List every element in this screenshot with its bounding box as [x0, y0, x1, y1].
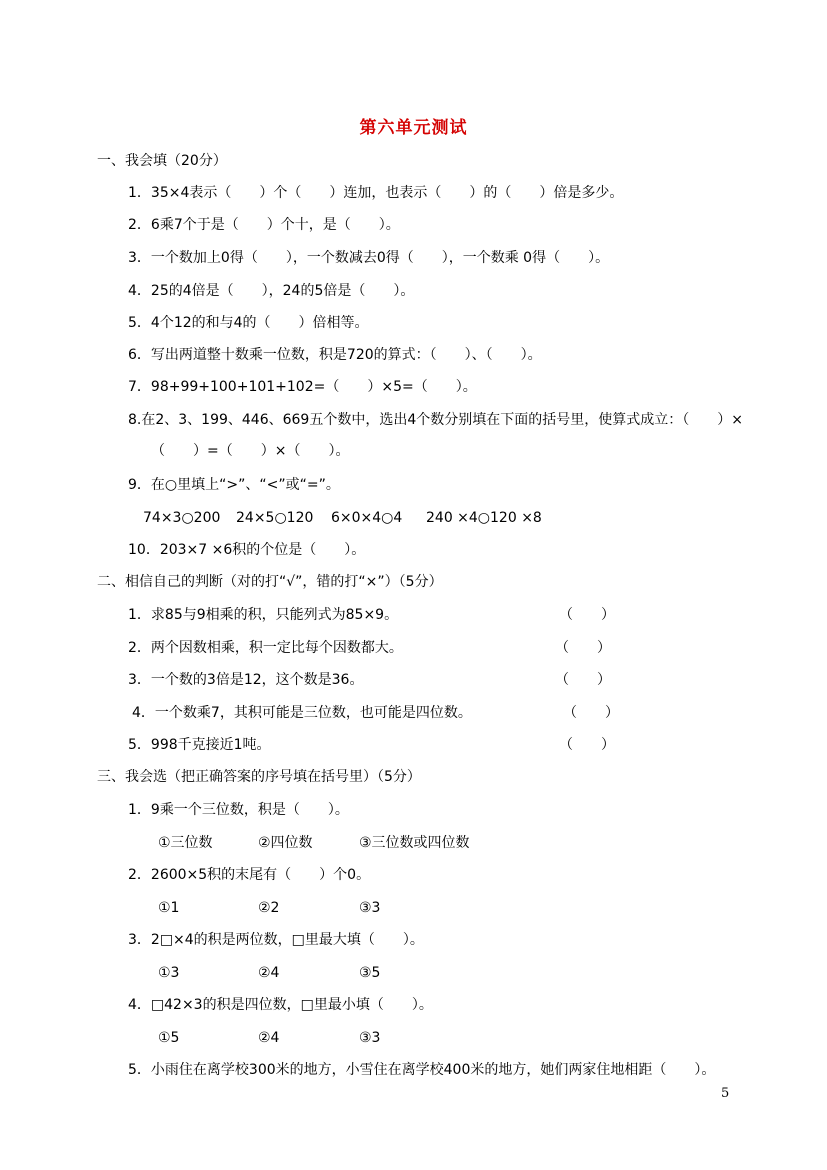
judge-item-1: 1．求85与9相乘的积，只能列式为85×9。 — [128, 607, 399, 623]
question-1-6: 6．写出两道整十数乘一位数，积是720的算式：（ ）、（ ）。 — [128, 347, 542, 363]
choice-option: ①5 — [158, 1030, 180, 1046]
choice-option: ②4 — [258, 1030, 280, 1046]
choice-question-5: 5．小雨住在离学校300米的地方，小雪住在离学校400米的地方，她们两家住地相距（ ）。 — [128, 1062, 716, 1078]
question-1-5: 5．4个12的和与4的（ ）倍相等。 — [128, 315, 369, 331]
section2-heading: 二、相信自己的判断（对的打“√”，错的打“×”）（5分） — [97, 574, 443, 590]
judge-blank-3: （ ） — [555, 672, 611, 688]
question-1-7: 7．98+99+100+101+102=（ ）×5=（ ）。 — [128, 379, 477, 395]
section3-heading: 三、我会选（把正确答案的序号填在括号里）（5分） — [97, 769, 421, 785]
section1-heading: 一、我会填（20分） — [97, 153, 227, 169]
judge-item-2: 2．两个因数相乘，积一定比每个因数都大。 — [128, 640, 403, 656]
choice-question-3: 3．2□×4的积是两位数，□里最大填（ ）。 — [128, 932, 424, 948]
judge-blank-2: （ ） — [555, 640, 611, 656]
choice-option: ①3 — [158, 965, 180, 981]
choice-option: ③3 — [359, 1030, 381, 1046]
compare-item: 6×0×4○4 — [331, 510, 403, 526]
choice-option: ②2 — [258, 900, 280, 916]
question-1-3: 3．一个数加上0得（ ），一个数减去0得（ ），一个数乘 0得（ ）。 — [128, 250, 610, 266]
page-title: 第六单元测试 — [359, 118, 468, 138]
question-1-2: 2．6乘7个于是（ ）个十，是（ ）。 — [128, 217, 400, 233]
compare-item: 74×3○200 — [143, 510, 221, 526]
question-1-9: 9．在○里填上“>”、“<”或“=”。 — [128, 477, 340, 493]
judge-item-3: 3．一个数的3倍是12，这个数是36。 — [128, 672, 364, 688]
judge-blank-5: （ ） — [559, 737, 615, 753]
question-1-10: 10．203×7 ×6积的个位是（ ）。 — [128, 542, 366, 558]
choice-question-4: 4．□42×3的积是四位数，□里最小填（ ）。 — [128, 997, 433, 1013]
choice-option: ①1 — [158, 900, 180, 916]
question-1-8-line1: 8.在2、3、199、446、669五个数中，选出4个数分别填在下面的括号里，使算式成立：（ ）× — [128, 412, 743, 428]
compare-item: 240 ×4○120 ×8 — [426, 510, 542, 526]
judge-blank-1: （ ） — [559, 607, 615, 623]
compare-item: 24×5○120 — [236, 510, 314, 526]
question-1-1: 1．35×4表示（ ）个（ ）连加，也表示（ ）的（ ）倍是多少。 — [128, 185, 624, 201]
choice-option: ③三位数或四位数 — [359, 835, 470, 851]
choice-option: ①三位数 — [158, 835, 213, 851]
question-1-8-line2: （ ）=（ ）×（ ）。 — [151, 443, 350, 459]
judge-blank-4: （ ） — [563, 705, 619, 721]
choice-option: ②4 — [258, 965, 280, 981]
choice-option: ③3 — [359, 900, 381, 916]
choice-question-1: 1．9乘一个三位数，积是（ ）。 — [128, 802, 349, 818]
choice-option: ②四位数 — [258, 835, 313, 851]
page-number: 5 — [721, 1086, 730, 1101]
choice-option: ③5 — [359, 965, 381, 981]
question-1-4: 4．25的4倍是（ ），24的5倍是（ ）。 — [128, 283, 415, 299]
choice-question-2: 2．2600×5积的末尾有（ ）个0。 — [128, 867, 371, 883]
judge-item-4: 4．一个数乘7，其积可能是三位数，也可能是四位数。 — [132, 705, 472, 721]
judge-item-5: 5．998千克接近1吨。 — [128, 737, 271, 753]
